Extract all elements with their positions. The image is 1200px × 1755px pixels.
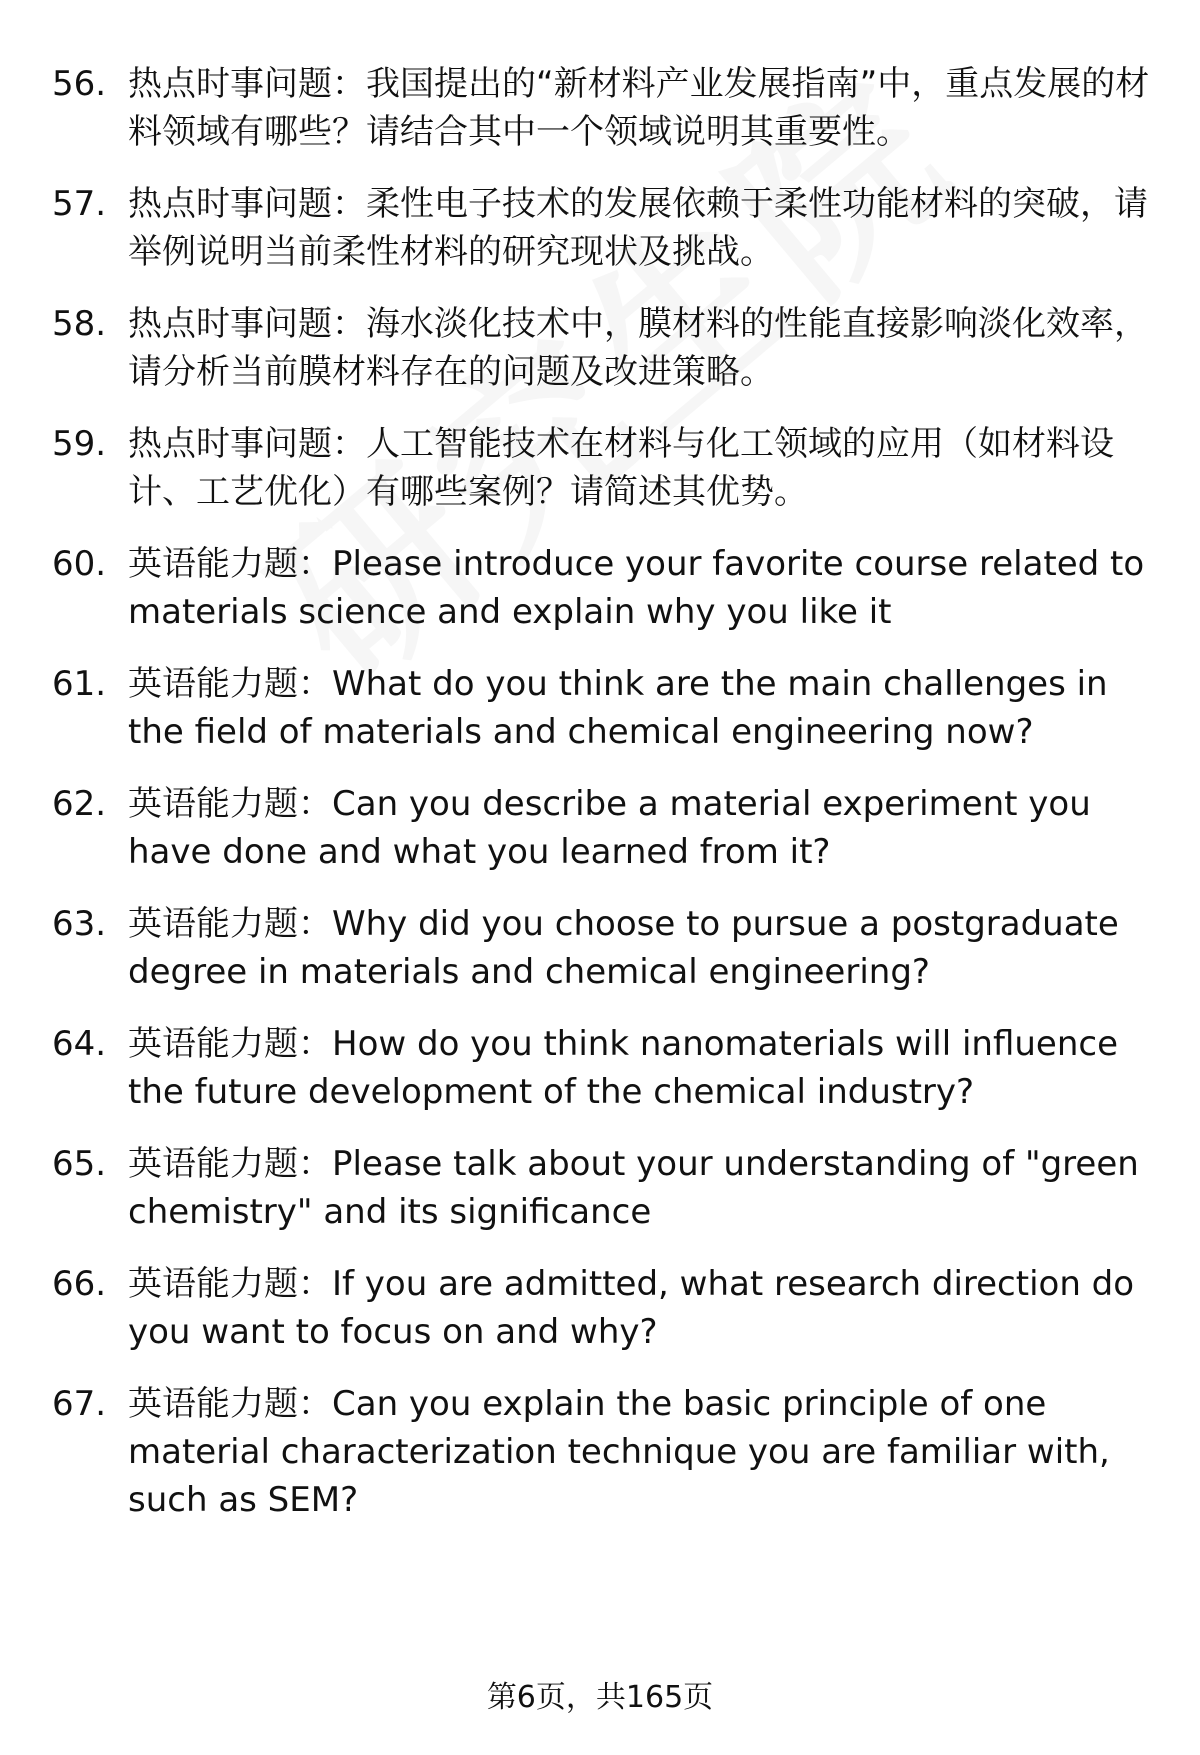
question-number: 61. <box>52 664 107 704</box>
question-text: 我国提出的“新材料产业发展指南”中，重点发展的材料领域有哪些？请结合其中一个领域说明其重要性。 <box>128 64 1150 152</box>
question-text: How do you think nanomaterials will influence the future development of the chemical industry? <box>128 1024 1118 1112</box>
question-text: Why did you choose to pursue a postgraduate degree in materials and chemical engineering? <box>128 904 1119 992</box>
question-category: 英语能力题： <box>128 1144 332 1184</box>
question-item-61 <box>0 660 1200 756</box>
question-category: 英语能力题： <box>128 664 332 704</box>
question-category: 英语能力题： <box>128 904 332 944</box>
question-number: 63. <box>52 904 107 944</box>
question-item-59 <box>0 420 1200 516</box>
question-item-65 <box>0 1140 1200 1236</box>
question-text: 柔性电子技术的发展依赖于柔性功能材料的突破，请举例说明当前柔性材料的研究现状及挑战。 <box>128 184 1148 272</box>
page-number-footer: 第6页，共165页 <box>486 1680 714 1715</box>
question-item-57 <box>0 180 1200 276</box>
question-number: 67. <box>52 1384 107 1424</box>
question-text: Can you describe a material experiment you have done and what you learned from it? <box>128 784 1091 872</box>
question-item-56 <box>0 60 1200 156</box>
question-category: 英语能力题： <box>128 784 332 824</box>
question-item-63 <box>0 900 1200 996</box>
question-category: 热点时事问题： <box>128 424 366 464</box>
question-category: 英语能力题： <box>128 544 332 584</box>
question-item-60 <box>0 540 1200 636</box>
question-item-67 <box>0 1380 1200 1524</box>
question-list <box>0 60 1200 1548</box>
question-text: Please talk about your understanding of "green chemistry" and its significance <box>128 1144 1139 1232</box>
question-number: 66. <box>52 1264 107 1304</box>
question-category: 英语能力题： <box>128 1264 332 1304</box>
question-category: 英语能力题： <box>128 1024 332 1064</box>
question-category: 热点时事问题： <box>128 184 366 224</box>
question-number: 65. <box>52 1144 107 1184</box>
question-number: 56. <box>52 64 107 104</box>
question-text: Please introduce your favorite course related to materials science and explain why you like it <box>128 544 1145 632</box>
question-text: What do you think are the main challenges in the field of materials and chemical engineering now? <box>128 664 1108 752</box>
question-category: 英语能力题： <box>128 1384 332 1424</box>
question-item-62 <box>0 780 1200 876</box>
question-number: 58. <box>52 304 107 344</box>
question-number: 59. <box>52 424 107 464</box>
question-number: 64. <box>52 1024 107 1064</box>
question-text: Can you explain the basic principle of one material characterization technique you are familiar with, such as SEM? <box>128 1384 1110 1520</box>
question-item-66 <box>0 1260 1200 1356</box>
question-text: 海水淡化技术中，膜材料的性能直接影响淡化效率，请分析当前膜材料存在的问题及改进策略。 <box>128 304 1148 392</box>
question-number: 60. <box>52 544 107 584</box>
question-text: 人工智能技术在材料与化工领域的应用（如材料设计、工艺优化）有哪些案例？请简述其优势。 <box>128 424 1114 512</box>
question-item-64 <box>0 1020 1200 1116</box>
question-item-58 <box>0 300 1200 396</box>
question-number: 62. <box>52 784 107 824</box>
question-number: 57. <box>52 184 107 224</box>
question-category: 热点时事问题： <box>128 64 366 104</box>
question-category: 热点时事问题： <box>128 304 366 344</box>
question-text: If you are admitted, what research direction do you want to focus on and why? <box>128 1264 1135 1352</box>
